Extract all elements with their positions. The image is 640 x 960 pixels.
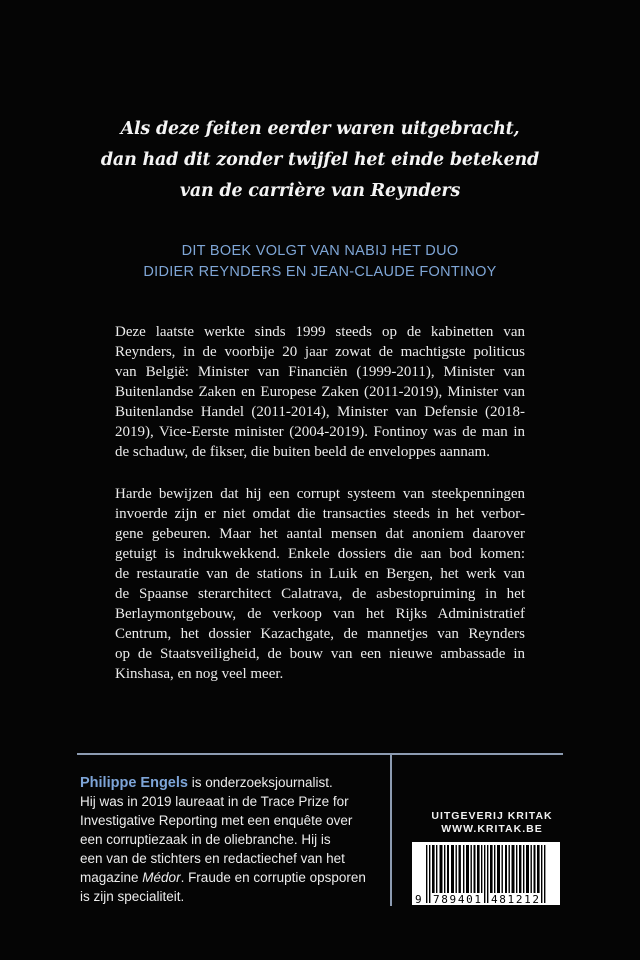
publisher-website: WWW.KRITAK.BE xyxy=(441,823,543,835)
paragraph-line: Reynders, in de voorbije 20 jaar zowat de machtigste politicus xyxy=(115,344,525,360)
paragraph-line: Berlaymontgebouw, de verkoop van het Rijks Administratief xyxy=(115,606,525,622)
subtitle-line: DIT BOEK VOLGT VAN NABIJ HET DUO xyxy=(181,243,459,259)
cover-quote xyxy=(0,114,640,207)
bio-line: is zijn specialiteit. xyxy=(80,889,185,904)
bio-line xyxy=(80,868,390,887)
paragraph-line: gene gebeuren. Maar het aantal mensen dat anoniem daarover xyxy=(115,526,525,542)
blurb-paragraph-1 xyxy=(115,322,525,462)
author-name: Philippe Engels xyxy=(80,775,188,791)
isbn-barcode xyxy=(412,842,560,905)
paragraph-line: Kinshasa, en nog veel meer. xyxy=(115,666,284,682)
blurb-paragraph-2 xyxy=(115,484,525,684)
isbn-digits-right: 481212 xyxy=(491,893,539,905)
paragraph-line: Buitenlandse Handel (2011-2014), Minister van Defensie (2018- xyxy=(115,404,525,420)
bio-line: Investigative Reporting met een enquête over xyxy=(80,813,353,828)
bio-line: Hij was in 2019 laureaat in de Trace Prize for xyxy=(80,794,349,809)
paragraph-line: de restauratie van de stations in Luik en Bergen, het werk van xyxy=(115,566,525,582)
paragraph-line: invoerde zijn er niet omdat die transacties steeds in het verbor- xyxy=(115,506,525,522)
paragraph-line: Buitenlandse Zaken en Europese Zaken (2011-2019), Minister van xyxy=(115,384,525,400)
bio-text: is onderzoeksjournalist. xyxy=(187,775,333,790)
bio-line: een corruptiezaak in de oliebranche. Hij is xyxy=(80,832,331,847)
paragraph-line: op de Staatsveiligheid, de bouw van een nieuwe ambassade in xyxy=(115,646,525,662)
quote-line: Als deze feiten eerder waren uitgebracht, xyxy=(120,119,520,139)
paragraph-line: 2019), Vice-Eerste minister (2004-2019). Fontinoy was de man in xyxy=(115,424,525,440)
paragraph-line: Centrum, het dossier Kazachgate, de mannetjes van Reynders xyxy=(115,626,525,642)
quote-line: dan had dit zonder twijfel het einde betekend xyxy=(100,150,540,170)
subtitle-line: DIDIER REYNDERS EN JEAN-CLAUDE FONTINOY xyxy=(143,264,497,280)
horizontal-divider xyxy=(77,753,563,755)
magazine-title: Médor xyxy=(142,870,181,885)
paragraph-line: Harde bewijzen dat hij een corrupt systeem van steekpenningen xyxy=(115,486,525,502)
barcode-icon xyxy=(412,842,560,905)
paragraph-line: de Spaanse sterarchitect Calatrava, de asbestopruiming in het xyxy=(115,586,525,602)
paragraph-line: de schaduw, de fikser, die buiten beeld de enveloppes aannam. xyxy=(115,444,490,460)
author-bio xyxy=(80,773,390,906)
isbn-digit-first: 9 xyxy=(415,893,422,905)
paragraph-line: van België: Minister van Financiën (1999-2011), Minister van xyxy=(115,364,525,380)
bio-text: magazine xyxy=(80,870,143,885)
isbn-digits-left: 789401 xyxy=(433,893,481,905)
bio-text: . Fraude en corruptie opsporen xyxy=(180,870,366,885)
bio-line xyxy=(80,773,390,792)
paragraph-line: getuigt is indrukwekkend. Enkele dossiers die aan bod komen: xyxy=(115,546,525,562)
paragraph-line: Deze laatste werkte sinds 1999 steeds op de kabinetten van xyxy=(115,324,525,340)
cover-subtitle xyxy=(0,241,640,283)
bio-line: een van de stichters en redactiechef van het xyxy=(80,851,345,866)
publisher-name: UITGEVERIJ KRITAK xyxy=(431,810,553,822)
publisher-info xyxy=(392,810,592,836)
quote-line: van de carrière van Reynders xyxy=(179,181,461,201)
